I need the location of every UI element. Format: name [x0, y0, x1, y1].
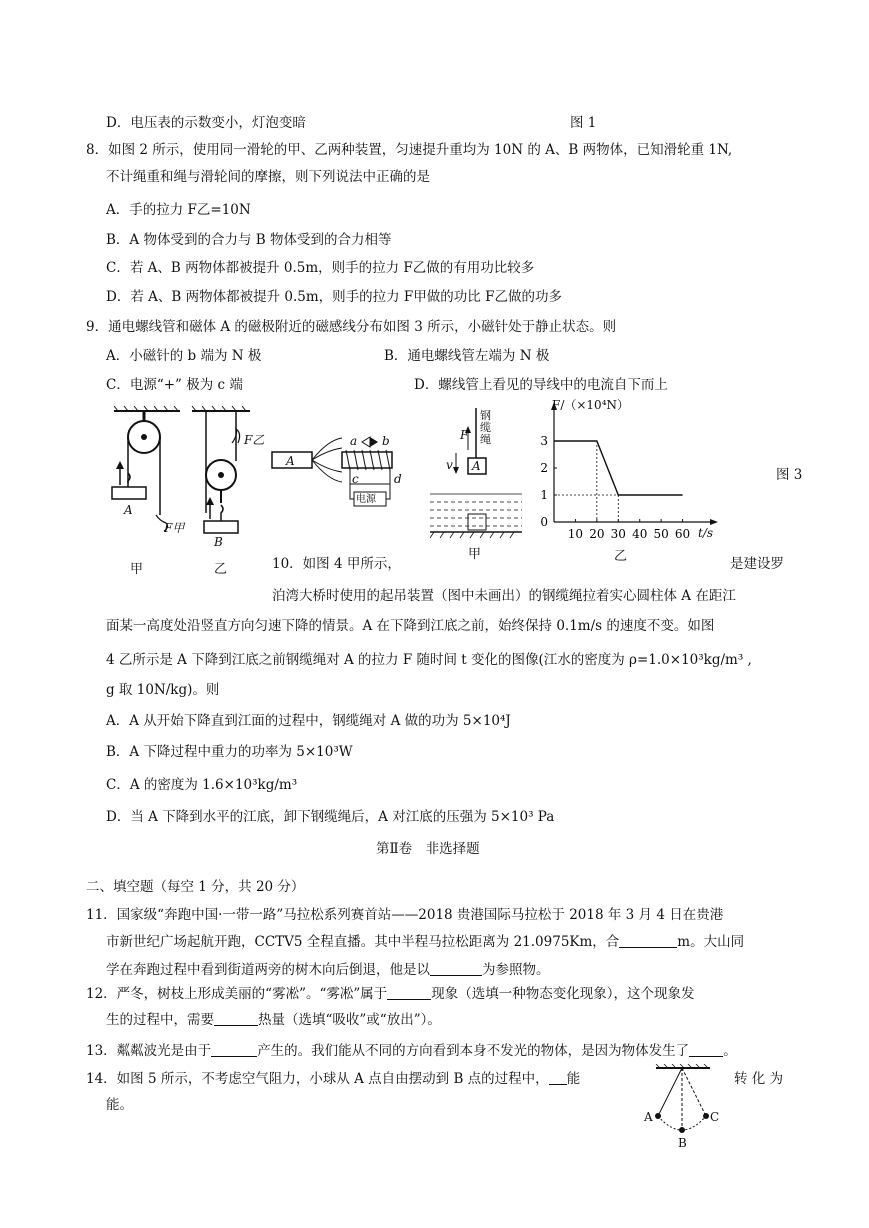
q11-line2-end: m。大山同 [677, 934, 745, 950]
x-tick-label: 60 [674, 527, 691, 541]
fig5-label-b: B [678, 1136, 687, 1150]
q13-text-b: 产生的。我们能从不同的方向看到本身不发光的物体，是因为物体发生了 [257, 1043, 690, 1059]
q10-line3: 面某一高度处沿竖直方向匀速下降的情景。A 在下降到江底之前，始终保持 0.1m/s 的速度不变。如图 [106, 618, 715, 634]
fig3-label-d: d [394, 472, 402, 486]
q8-option-d: D．若 A、B 两物体都被提升 0.5m，则手的拉力 F甲做的功比 F乙做的功多 [106, 289, 562, 305]
q10-line5: g 取 10N/kg)。则 [106, 682, 220, 698]
y-tick-label: 0 [540, 515, 548, 529]
q12-line2-end: 热量（选填“吸收”或“放出”）。 [258, 1012, 441, 1028]
pulley-diagram [110, 403, 270, 583]
figure-3-caption: 图 3 [776, 467, 803, 483]
q10-option-a: A．A 从开始下降直到江面的过程中，钢缆绳对 A 做的功为 5×10⁴J [106, 713, 511, 729]
q12-line1 [86, 985, 695, 1003]
q11-line1: 11．国家级“奔跑中国·一带一路”马拉松系列赛首站——2018 贵港国际马拉松于 2018 年 3 月 4 日在贵港 [86, 907, 724, 923]
section-2-heading: 二、填空题（每空 1 分，共 20 分） [86, 879, 305, 895]
figure-4-jia [430, 408, 522, 568]
fig2-label-f-jia: F甲 [164, 521, 185, 535]
q14-text-c: 转 化 为 [734, 1071, 784, 1087]
q12-line2 [106, 1011, 441, 1029]
x-tick-label: 10 [567, 527, 584, 541]
fig3-label-c: c [352, 472, 359, 486]
x-tick-label: 50 [653, 527, 669, 541]
q9-option-d: D．螺线管上看见的导线中的电流自下而上 [414, 377, 668, 393]
q13-line [86, 1042, 737, 1060]
q14-blank-1[interactable] [549, 1071, 567, 1085]
chart-x-axis-label: t/s [698, 526, 714, 540]
q8-option-b: B．A 物体受到的合力与 B 物体受到的合力相等 [106, 232, 392, 248]
y-tick-label: 2 [540, 461, 548, 475]
fig2-label-a: A [124, 503, 133, 517]
q11-line3 [106, 961, 550, 979]
figure-1-caption: 图 1 [570, 115, 597, 131]
q8-stem-line2: 不计绳重和绳与滑轮间的摩擦，则下列说法中正确的是 [106, 169, 430, 185]
q12-line1-end: 现象（选填一种物态变化现象），这个现象发 [431, 986, 695, 1002]
q13-blank-1[interactable] [211, 1043, 257, 1057]
x-axis-arrow [710, 519, 718, 525]
q14-text-a: 14．如图 5 所示，不考虑空气阻力，小球从 A 点自由摆动到 B 点的过程中， [86, 1071, 549, 1087]
q13-text-a: 13．粼粼波光是由于 [86, 1043, 212, 1059]
q14-text-d: 能。 [106, 1097, 133, 1113]
force-series-line [554, 441, 683, 495]
q14-line2 [106, 1096, 133, 1114]
q10-line2: 泊湾大桥时使用的起吊装置（图中未画出）的钢缆绳拉着实心圆柱体 A 在距江 [272, 588, 736, 604]
fig4-object-label: A [472, 459, 481, 473]
q13-text-c: 。 [723, 1043, 737, 1059]
fig2-label-b: B [214, 535, 223, 549]
q10-option-b: B．A 下降过程中重力的功率为 5×10³W [106, 744, 353, 760]
fig3-label-a: A [286, 454, 295, 468]
q11-blank-1[interactable] [619, 934, 677, 948]
q12-blank-2[interactable] [214, 1012, 258, 1026]
fig5-label-a: A [644, 1110, 653, 1124]
q10-line1-end: 是建设罗 [730, 556, 784, 572]
figure-4-yi-chart [528, 398, 728, 578]
q11-line3-end: 为参照物。 [482, 962, 550, 978]
q12-line1-text: 12．严冬，树枝上形成美丽的“雾凇”。“雾凇”属于 [86, 986, 388, 1002]
q9-option-a: A．小磁针的 b 端为 N 极 [106, 348, 262, 364]
figure-3-solenoid [270, 430, 430, 520]
q8-option-c: C．若 A、B 两物体都被提升 0.5m，则手的拉力 F乙做的有用功比较多 [106, 260, 535, 276]
q11-line2-text: 市新世纪广场起航开跑，CCTV5 全程直播。其中半程马拉松距离为 21.0975Km，合 [106, 934, 620, 950]
fig3-power-source: 电源 [356, 494, 376, 505]
q12-blank-1[interactable] [387, 986, 431, 1000]
fig4-velocity-label: v [446, 458, 453, 472]
fig2-caption-jia: 甲 [130, 562, 144, 577]
q7-option-d: D．电压表的示数变小，灯泡变暗 [106, 115, 306, 131]
fig5-label-c: C [710, 1110, 720, 1124]
q9-option-c: C．电源“+” 极为 c 端 [106, 377, 243, 393]
y-tick-label: 1 [540, 488, 548, 502]
fig3-label-b-small: b [382, 434, 390, 448]
q10-line4: 4 乙所示是 A 下降到江底之前钢缆绳对 A 的拉力 F 随时间 t 变化的图像(江水的密度为 ρ=1.0×10³kg/m³ , [106, 652, 752, 668]
q11-line3-text: 学在奔跑过程中看到街道两旁的树木向后倒退，他是以 [106, 962, 430, 978]
q9-option-b: B．通电螺线管左端为 N 极 [384, 348, 550, 364]
q11-line2 [106, 933, 744, 951]
section-2-title: 第Ⅱ卷 非选择题 [376, 841, 480, 857]
q14-text-b: 能 [566, 1071, 581, 1087]
x-tick-label: 30 [610, 527, 626, 541]
fig3-label-a-small: a [350, 434, 358, 448]
fig2-label-f-yi: F乙 [244, 433, 265, 447]
q8-stem-line1: 8．如图 2 所示，使用同一滑轮的甲、乙两种装置，匀速提升重均为 10N 的 A、B 两物体，已知滑轮重 1N, [86, 142, 733, 158]
fig4-force-label: F [460, 428, 469, 442]
q14-line1 [86, 1070, 580, 1088]
figure-2-pulleys [110, 403, 270, 583]
q10-line1-start: 10．如图 4 甲所示， [272, 556, 401, 572]
q8-option-a: A．手的拉力 F乙=10N [106, 202, 251, 218]
q10-option-d: D．当 A 下降到水平的江底，卸下钢缆绳后，A 对江底的压强为 5×10³ Pa [106, 809, 555, 825]
x-tick-label: 20 [589, 527, 605, 541]
fig4-caption-yi: 乙 [614, 549, 628, 564]
chart-y-axis-label: F/（×10⁴N） [552, 398, 630, 412]
q13-blank-2[interactable] [689, 1043, 723, 1057]
q9-stem: 9．通电螺线管和磁体 A 的磁极附近的磁感线分布如图 3 所示，小磁针处于静止状态。则 [86, 319, 617, 335]
figure-5-pendulum [640, 1064, 730, 1154]
q10-option-c: C．A 的密度为 1.6×10³kg/m³ [106, 777, 298, 793]
y-tick-label: 3 [540, 434, 548, 448]
fig2-caption-yi: 乙 [214, 562, 228, 577]
q12-line2-text: 生的过程中，需要 [106, 1012, 214, 1028]
x-tick-label: 40 [632, 527, 648, 541]
fig4-rope-label: 钢缆绳 [480, 409, 491, 446]
crane-scene [430, 408, 522, 568]
fig4-caption-jia: 甲 [468, 547, 482, 562]
q11-blank-2[interactable] [430, 962, 482, 976]
